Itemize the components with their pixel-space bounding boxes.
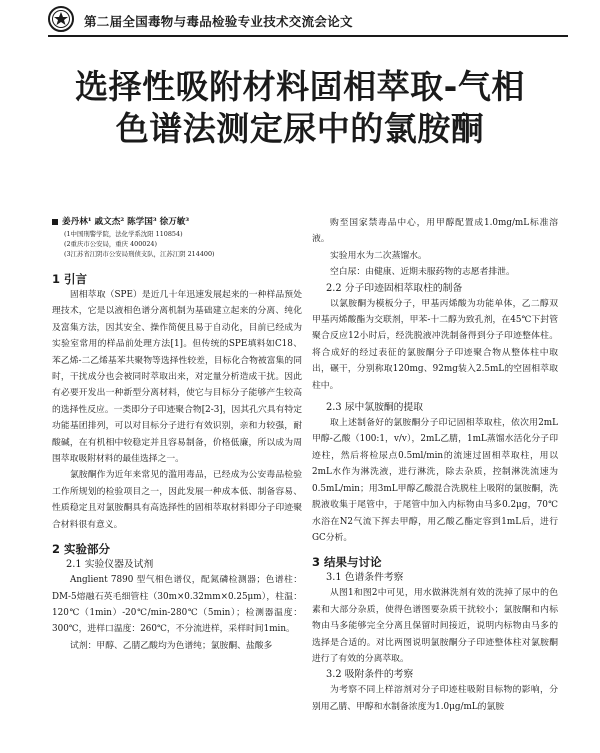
affiliation-3: (3江苏省江阴市公安局刑侦支队，江苏江阴 214400): [64, 250, 215, 258]
subsection-heading-2-2: 2.2 分子印迹固相萃取柱的制备: [326, 282, 463, 294]
right-column: [312, 215, 558, 715]
reagent-paragraph: 试剂：甲醇、乙腈乙酸均为色谱纯；氯胺酮、盐酸多: [70, 640, 273, 651]
article-title-line-1: 选择性吸附材料固相萃取-气相: [75, 67, 525, 106]
header-rule: [48, 35, 568, 37]
subsection-heading-3-2: 3.2 吸附条件的考察: [326, 669, 414, 681]
blank-urine-note: 空白尿：由健康、近期未服药物的志愿者排泄。: [330, 267, 515, 278]
bullet-square-icon: [52, 219, 58, 225]
author-list: [52, 215, 302, 229]
adsorption-paragraph: 为考察不同上样溶剂对分子印迹柱吸附目标物的影响，分别用乙腈、甲醇和水制备浓度为1.0μg/mL的氯胺: [312, 685, 558, 712]
intro-paragraph-1: 固相萃取（SPE）是近几十年迅速发展起来的一种样品预处理技术，它是以液相色谱分离机制为基础建立起来的分离、纯化及富集方法，因其安全、操作简便且易于自动化，目前已经成为实验室常用的样品前处理方法[1]。但传统的SPE填料如C18、苯乙烯-二乙烯基苯共聚物等选择性较差，目标化合物被富集的同时，干扰成分也会被同时萃取出来，对定量分析造成干扰。因此有必要开发出一种新型分离材料，使它与目标分子能够产生较高的选择性反应。一类即分子印迹聚合物[2-3]，因其孔穴具有特定功能基团排列，可以对目标分子进行有效识别，亲和力较强，耐酸碱，在有机相中较稳定并且容易制备，价格低廉，所以成为周围萃取吸附材料的最佳选择之一。: [52, 290, 302, 465]
section-heading-results: 3 结果与讨论: [312, 555, 382, 570]
page-header: [48, 6, 568, 36]
chromatography-paragraph: 从图1和图2中可见，用水做淋洗剂有效的洗掉了尿中的色素和大部分杂质，使得色谱图要杂质干扰较小；氯胺酮和内标物由马多能够完全分离且保留时间接近，说明内标物由马多的选择是合适的。对比两图说明氯胺酮分子印迹整体柱对氯胺酮进行了有效的分离萃取。: [312, 588, 558, 664]
intro-paragraph-2: 氯胺酮作为近年来常见的滥用毒品，已经成为公安毒品检验工作所规划的检验项目之一，因此发展一种成本低、制备容易、性质稳定且对氯胺酮具有高选择性的固相萃取材料即分子印迹聚合材料很有意义。: [52, 470, 302, 530]
article-title-line-2: 色谱法测定尿中的氯胺酮: [115, 109, 485, 148]
journal-name: 第二届全国毒物与毒品检验专业技术交流会论文: [84, 14, 353, 29]
subsection-heading-3-1: 3.1 色谱条件考察: [326, 572, 404, 584]
left-column: [52, 215, 302, 654]
section-heading-intro: 1 引言: [52, 272, 88, 286]
author-names: 姜丹林¹ 戚文杰² 陈学国³ 徐万敏³: [62, 217, 190, 227]
instrument-paragraph: Anglient 7890 型气相色谱仪，配氮磷检测器；色谱柱：DM-5熔融石英毛细管柱（30m×0.32mm×0.25μm），柱温：120℃（1min）-20℃/min-280℃（5min）；检测器温度：300℃，进样口温度：260℃，不分流进样，采样时间1min。: [52, 575, 302, 635]
emblem-icon: [48, 6, 74, 32]
water-note: 实验用水为二次蒸馏水。: [330, 250, 427, 261]
subsection-heading-2-1: 2.1 实验仪器及试剂: [66, 559, 154, 571]
affiliation-1: (1中国刑警学院，法化学系沈阳 110854): [64, 230, 183, 238]
section-heading-experimental: 2 实验部分: [52, 542, 111, 557]
subsection-heading-2-3: 2.3 尿中氯胺酮的提取: [326, 402, 424, 414]
affiliation-2: (2重庆市公安局，重庆 400024): [64, 240, 157, 248]
column-preparation-paragraph: 以氯胺酮为模板分子，甲基丙烯酸为功能单体，乙二醇双甲基丙烯酸酯为交联剂，甲苯-十二醇为致孔剂，在45℃下封管聚合反应12小时后，经洗脱液冲洗制备得到分子印迹整体柱。将合成好的经过表征的氯胺酮分子印迹聚合物从整体柱中取出，碾干，分别称取120mg、92mg装入2.5mL的空固相萃取柱中。: [312, 298, 558, 391]
reagent-continued: 购至国家禁毒品中心，用甲醇配置成1.0mg/mL标准溶液。: [312, 218, 558, 245]
extraction-paragraph: 取上述制备好的氯胺酮分子印记固相萃取柱，依次用2mL甲醇-乙酸（100:1，v/v），2mL乙腈，1mL蒸馏水活化分子印迹柱，然后将检尿点0.5ml/min的流速过固相萃取柱，用以2mL水作为淋洗液，进行淋洗，除去杂质，控制淋洗流速为0.5mL/min；用3mL甲醇乙酸混合洗脱柱上吸附的氯胺酮，洗脱液收集于尾管中，于尾管中加入内标物由马多0.2μg，70℃水浴在N2气流下挥去甲醇，用乙酸乙酯定容到1mL后，进行GC分析。: [312, 418, 558, 543]
